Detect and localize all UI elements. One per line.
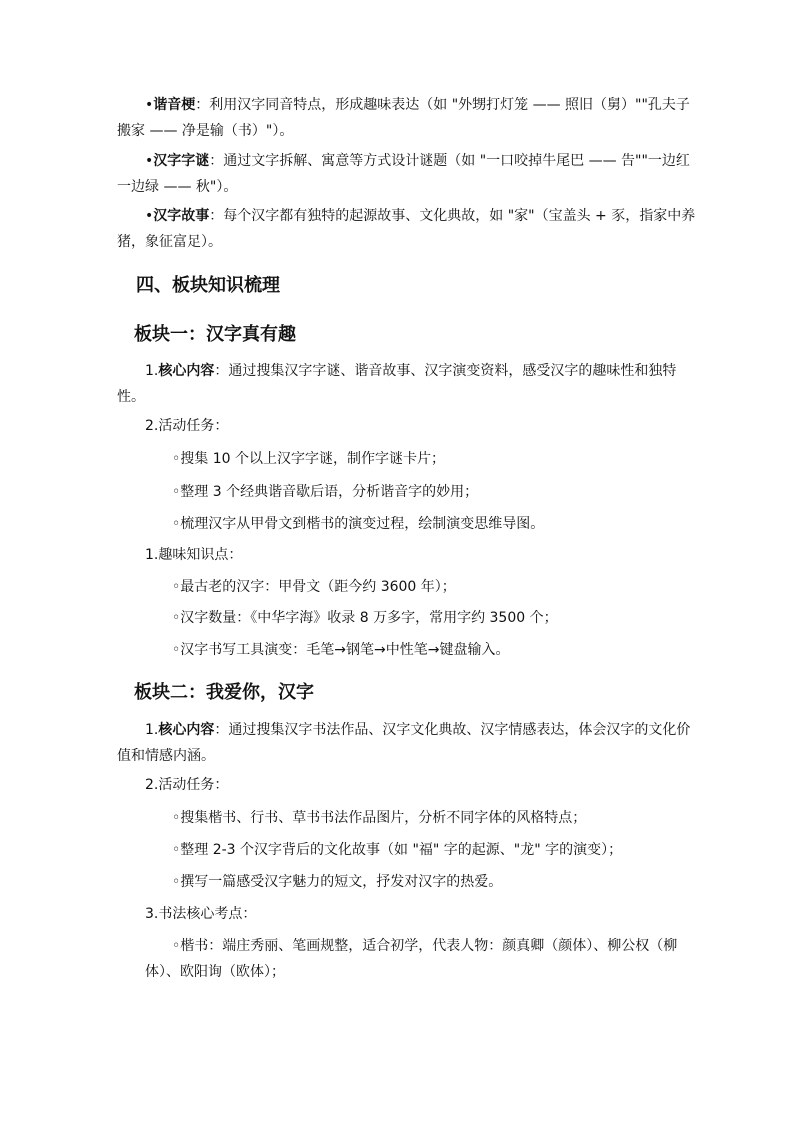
feature-item-homophone — [117, 92, 701, 144]
item-number: 2. — [145, 777, 159, 793]
item-number: 3. — [145, 906, 159, 922]
feature-text: ：通过文字拆解、寓意等方式设计谜题（如 "一口咬掉牛尾巴 —— 告""一边红一边绿 —— 秋"）。 — [117, 153, 690, 195]
item-label: 核心内容 — [158, 722, 215, 738]
feature-item-riddle — [117, 148, 701, 200]
item-label: 核心内容 — [158, 363, 215, 379]
block2-calligraphy-label — [145, 901, 256, 927]
block1-fact-item: ◦最古老的汉字：甲骨文（距今约 3600 年）； — [172, 579, 456, 595]
item-label: 书法核心考点 — [158, 906, 243, 922]
item-number: 1. — [145, 547, 159, 563]
feature-term: 汉字字谜 — [153, 153, 210, 169]
feature-text: ：利用汉字同音特点，形成趣味表达（如 "外甥打灯笼 —— 照旧（舅）""孔夫子搬家 —— 净是输（书）"）。 — [117, 97, 690, 139]
item-text: ：通过搜集汉字书法作品、汉字文化典故、汉字情感表达，体会汉字的文化价值和情感内涵。 — [117, 722, 691, 764]
feature-term: 汉字故事 — [153, 208, 210, 224]
section-heading: 四、板块知识梳理 — [136, 275, 280, 296]
item-colon: ： — [214, 418, 229, 434]
block1-task-item: ◦搜集 10 个以上汉字字谜，制作字谜卡片； — [172, 451, 445, 467]
item-colon: ： — [242, 906, 257, 922]
item-colon: ： — [214, 777, 229, 793]
item-number: 2. — [145, 418, 159, 434]
feature-item-story — [117, 203, 701, 255]
item-colon: ： — [228, 547, 243, 563]
block2-title: 板块二：我爱你，汉字 — [134, 682, 314, 703]
block2-core-content — [117, 717, 701, 769]
feature-term: 谐音梗 — [153, 97, 196, 113]
block2-task-item: ◦搜集楷书、行书、草书书法作品图片，分析不同字体的风格特点； — [172, 810, 587, 826]
block2-task-item: ◦撰写一篇感受汉字魅力的短文，抒发对汉字的热爱。 — [172, 874, 503, 890]
item-label: 活动任务 — [158, 418, 215, 434]
feature-text: ：每个汉字都有独特的起源故事、文化典故，如 "家"（宝盖头 + 豕，指家中养猪，象征富足）。 — [117, 208, 696, 250]
block1-title: 板块一：汉字真有趣 — [134, 324, 296, 345]
block2-calligraphy-item: ◦楷书：端庄秀丽、笔画规整，适合初学，代表人物：颜真卿（颜体）、柳公权（柳体）、欧阳询（欧体）； — [145, 938, 678, 980]
item-label: 趣味知识点 — [158, 547, 229, 563]
block1-task-item: ◦梳理汉字从甲骨文到楷书的演变过程，绘制演变思维导图。 — [172, 516, 545, 532]
item-number: 1. — [145, 722, 159, 738]
bullet-marker: • — [145, 153, 154, 169]
block2-tasks-label — [145, 772, 228, 798]
bullet-marker: • — [145, 208, 154, 224]
item-text: ：通过搜集汉字字谜、谐音故事、汉字演变资料，感受汉字的趣味性和独特性。 — [117, 363, 677, 405]
block2-task-item: ◦整理 2-3 个汉字背后的文化故事（如 "福" 字的起源、"龙" 字的演变）； — [172, 842, 623, 858]
block1-fact-item: ◦汉字书写工具演变：毛笔→钢笔→中性笔→键盘输入。 — [172, 642, 510, 658]
bullet-marker: • — [145, 97, 154, 113]
block1-tasks-label — [145, 413, 228, 439]
block1-facts-label — [145, 542, 242, 568]
block1-core-content — [117, 358, 701, 410]
item-number: 1. — [145, 363, 159, 379]
item-label: 活动任务 — [158, 777, 215, 793]
block1-fact-item: ◦汉字数量：《中华字海》收录 8 万多字，常用字约 3500 个； — [172, 610, 558, 626]
block1-task-item: ◦整理 3 个经典谐音歇后语，分析谐音字的妙用； — [172, 484, 479, 500]
